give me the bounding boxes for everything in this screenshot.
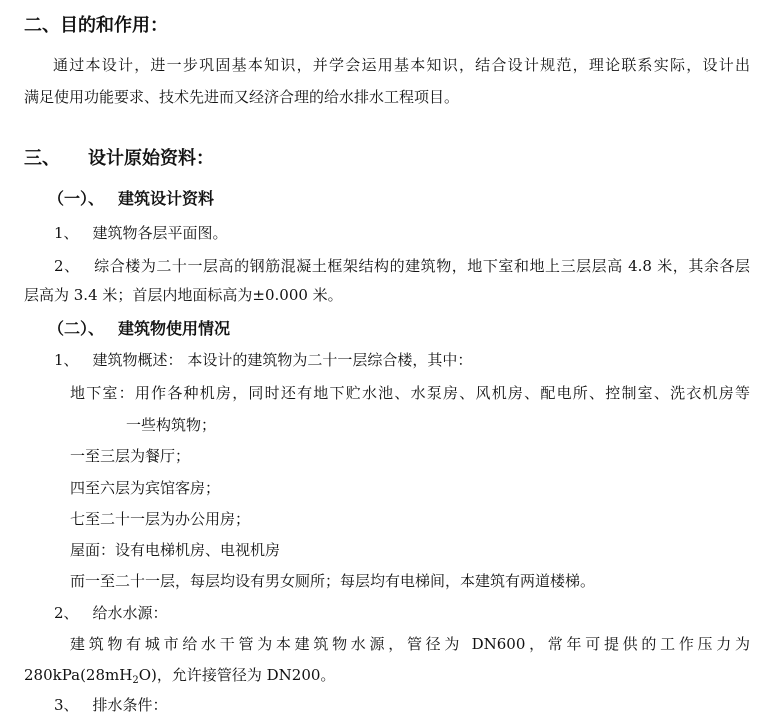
text-run: O)，允许接管径为 DN200。 xyxy=(138,666,336,684)
paragraph-line: 层高为 3.4 米；首层内地面标高为±0.000 米。 xyxy=(24,286,343,304)
paragraph-line: 通过本设计，进一步巩固基本知识，并学会运用基本知识，结合设计规范，理论联系实际，设计出 xyxy=(53,56,750,74)
list-item xyxy=(54,223,228,243)
list-item xyxy=(54,603,168,623)
list-item xyxy=(54,256,750,276)
list-item-text: 建筑物概述： 本设计的建筑物为二十一层综合楼，其中： xyxy=(92,351,473,369)
list-item-number: 2、 xyxy=(54,604,79,622)
text-run: 280kPa(28mH xyxy=(24,666,133,684)
list-item-number: 2、 xyxy=(54,257,80,275)
subsection-number: （二）、 xyxy=(48,319,105,338)
paragraph-line: 一些构筑物； xyxy=(126,416,217,434)
list-item-text: 建筑物各层平面图。 xyxy=(92,224,228,242)
subsection-heading-building-design xyxy=(48,188,214,210)
paragraph-line: 地下室：用作各种机房，同时还有地下贮水池、水泵房、风机房、配电所、控制室、洗衣机房等 xyxy=(70,384,750,402)
subsection-number: （一）、 xyxy=(48,189,105,208)
list-item-text: 排水条件： xyxy=(92,696,168,714)
paragraph-line: 而一至二十一层，每层均设有男女厕所；每层均有电梯间，本建筑有两道楼梯。 xyxy=(70,572,596,590)
section-heading-original-data xyxy=(24,147,214,171)
section-number: 三、 xyxy=(24,148,60,169)
subsection-title: 建筑物使用情况 xyxy=(118,319,231,338)
paragraph-line: 七至二十一层为办公用房； xyxy=(70,510,251,528)
subsection-title: 建筑设计资料 xyxy=(118,189,215,208)
subscript: 2 xyxy=(132,675,139,686)
subsection-heading-building-usage xyxy=(48,318,230,340)
paragraph-line: 屋面：设有电梯机房、电视机房 xyxy=(70,541,281,559)
paragraph-line xyxy=(24,665,335,685)
paragraph-line: 一至三层为餐厅； xyxy=(70,447,191,465)
section-title: 设计原始资料： xyxy=(88,148,214,169)
list-item xyxy=(54,695,168,715)
list-item-number: 1、 xyxy=(54,224,79,242)
list-item-text: 综合楼为二十一层高的钢筋混凝土框架结构的建筑物，地下室和地上三层层高 4.8 米，其余各层 xyxy=(93,257,750,275)
list-item-number: 1、 xyxy=(54,351,79,369)
list-item xyxy=(54,350,472,370)
paragraph-line: 满足使用功能要求、技术先进而又经济合理的给水排水工程项目。 xyxy=(24,88,460,106)
section-heading-purpose: 二、目的和作用： xyxy=(24,15,168,36)
paragraph-line: 建筑物有城市给水干管为本建筑物水源，管径为 DN600，常年可提供的工作压力为 xyxy=(70,635,750,653)
list-item-text: 给水水源： xyxy=(92,604,168,622)
list-item-number: 3、 xyxy=(54,696,79,714)
paragraph-line: 四至六层为宾馆客房； xyxy=(70,479,221,497)
